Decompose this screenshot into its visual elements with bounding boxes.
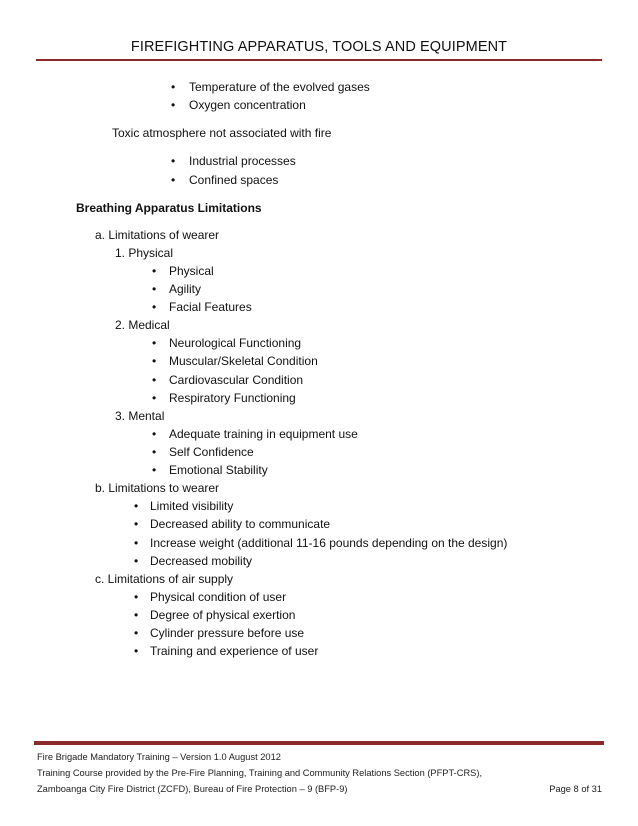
sublist-heading-physical: 1. Physical	[115, 246, 174, 260]
footer-line-3: Zamboanga City Fire District (ZCFD), Bureau of Fire Protection – 9 (BFP-9)	[37, 784, 348, 794]
list-item: Confined spaces	[189, 173, 279, 187]
toxic-heading: Toxic atmosphere not associated with fire	[112, 126, 332, 140]
list-item: Degree of physical exertion	[150, 608, 296, 622]
list-item: Adequate training in equipment use	[169, 427, 358, 441]
bullet-icon: •	[152, 463, 157, 477]
bullet-icon: •	[152, 354, 157, 368]
list-item: Muscular/Skeletal Condition	[169, 354, 318, 368]
bullet-icon: •	[171, 173, 176, 187]
bullet-icon: •	[134, 608, 139, 622]
list-item: Physical condition of user	[150, 590, 287, 604]
list-item: Decreased ability to communicate	[150, 517, 331, 531]
footer-line-2: Training Course provided by the Pre-Fire Planning, Training and Community Relations Section (PFPT-CRS),	[37, 768, 483, 778]
bullet-icon: •	[152, 427, 157, 441]
header-divider	[36, 59, 602, 61]
bullet-icon: •	[152, 373, 157, 387]
page-number: Page 8 of 31	[549, 784, 602, 794]
bullet-icon: •	[134, 536, 139, 550]
sublist-heading-mental: 3. Mental	[115, 409, 165, 423]
list-heading-a: a. Limitations of wearer	[95, 228, 220, 242]
bullet-icon: •	[171, 98, 176, 112]
list-item: Neurological Functioning	[169, 336, 302, 350]
bullet-icon: •	[134, 517, 139, 531]
bullet-icon: •	[152, 282, 157, 296]
section-title: Breathing Apparatus Limitations	[76, 201, 262, 215]
list-item: Agility	[169, 282, 202, 296]
list-item: Temperature of the evolved gases	[189, 80, 370, 94]
list-item: Self Confidence	[169, 445, 254, 459]
bullet-icon: •	[152, 264, 157, 278]
bullet-icon: •	[152, 391, 157, 405]
list-item: Physical	[169, 264, 214, 278]
bullet-icon: •	[134, 499, 139, 513]
bullet-icon: •	[134, 644, 139, 658]
list-item: Cardiovascular Condition	[169, 373, 304, 387]
bullet-icon: •	[152, 300, 157, 314]
bullet-icon: •	[134, 554, 139, 568]
bullet-icon: •	[134, 590, 139, 604]
bullet-icon: •	[171, 154, 176, 168]
bullet-icon: •	[171, 80, 176, 94]
page-title: FIREFIGHTING APPARATUS, TOOLS AND EQUIPMENT	[130, 39, 508, 55]
list-item: Emotional Stability	[169, 463, 268, 477]
list-item: Decreased mobility	[150, 554, 253, 568]
list-item: Oxygen concentration	[189, 98, 306, 112]
list-item: Respiratory Functioning	[169, 391, 296, 405]
bullet-icon: •	[152, 445, 157, 459]
list-item: Training and experience of user	[150, 644, 319, 658]
list-item: Limited visibility	[150, 499, 234, 513]
list-heading-c: c. Limitations of air supply	[95, 572, 234, 586]
sublist-heading-medical: 2. Medical	[115, 318, 170, 332]
bullet-icon: •	[152, 336, 157, 350]
bullet-icon: •	[134, 626, 139, 640]
list-heading-b: b. Limitations to wearer	[95, 481, 220, 495]
list-item: Industrial processes	[189, 154, 296, 168]
list-item: Increase weight (additional 11-16 pounds depending on the design)	[150, 536, 508, 550]
footer-line-1: Fire Brigade Mandatory Training – Version 1.0 August 2012	[37, 752, 281, 762]
list-item: Facial Features	[169, 300, 252, 314]
list-item: Cylinder pressure before use	[150, 626, 305, 640]
footer-divider	[34, 741, 604, 745]
